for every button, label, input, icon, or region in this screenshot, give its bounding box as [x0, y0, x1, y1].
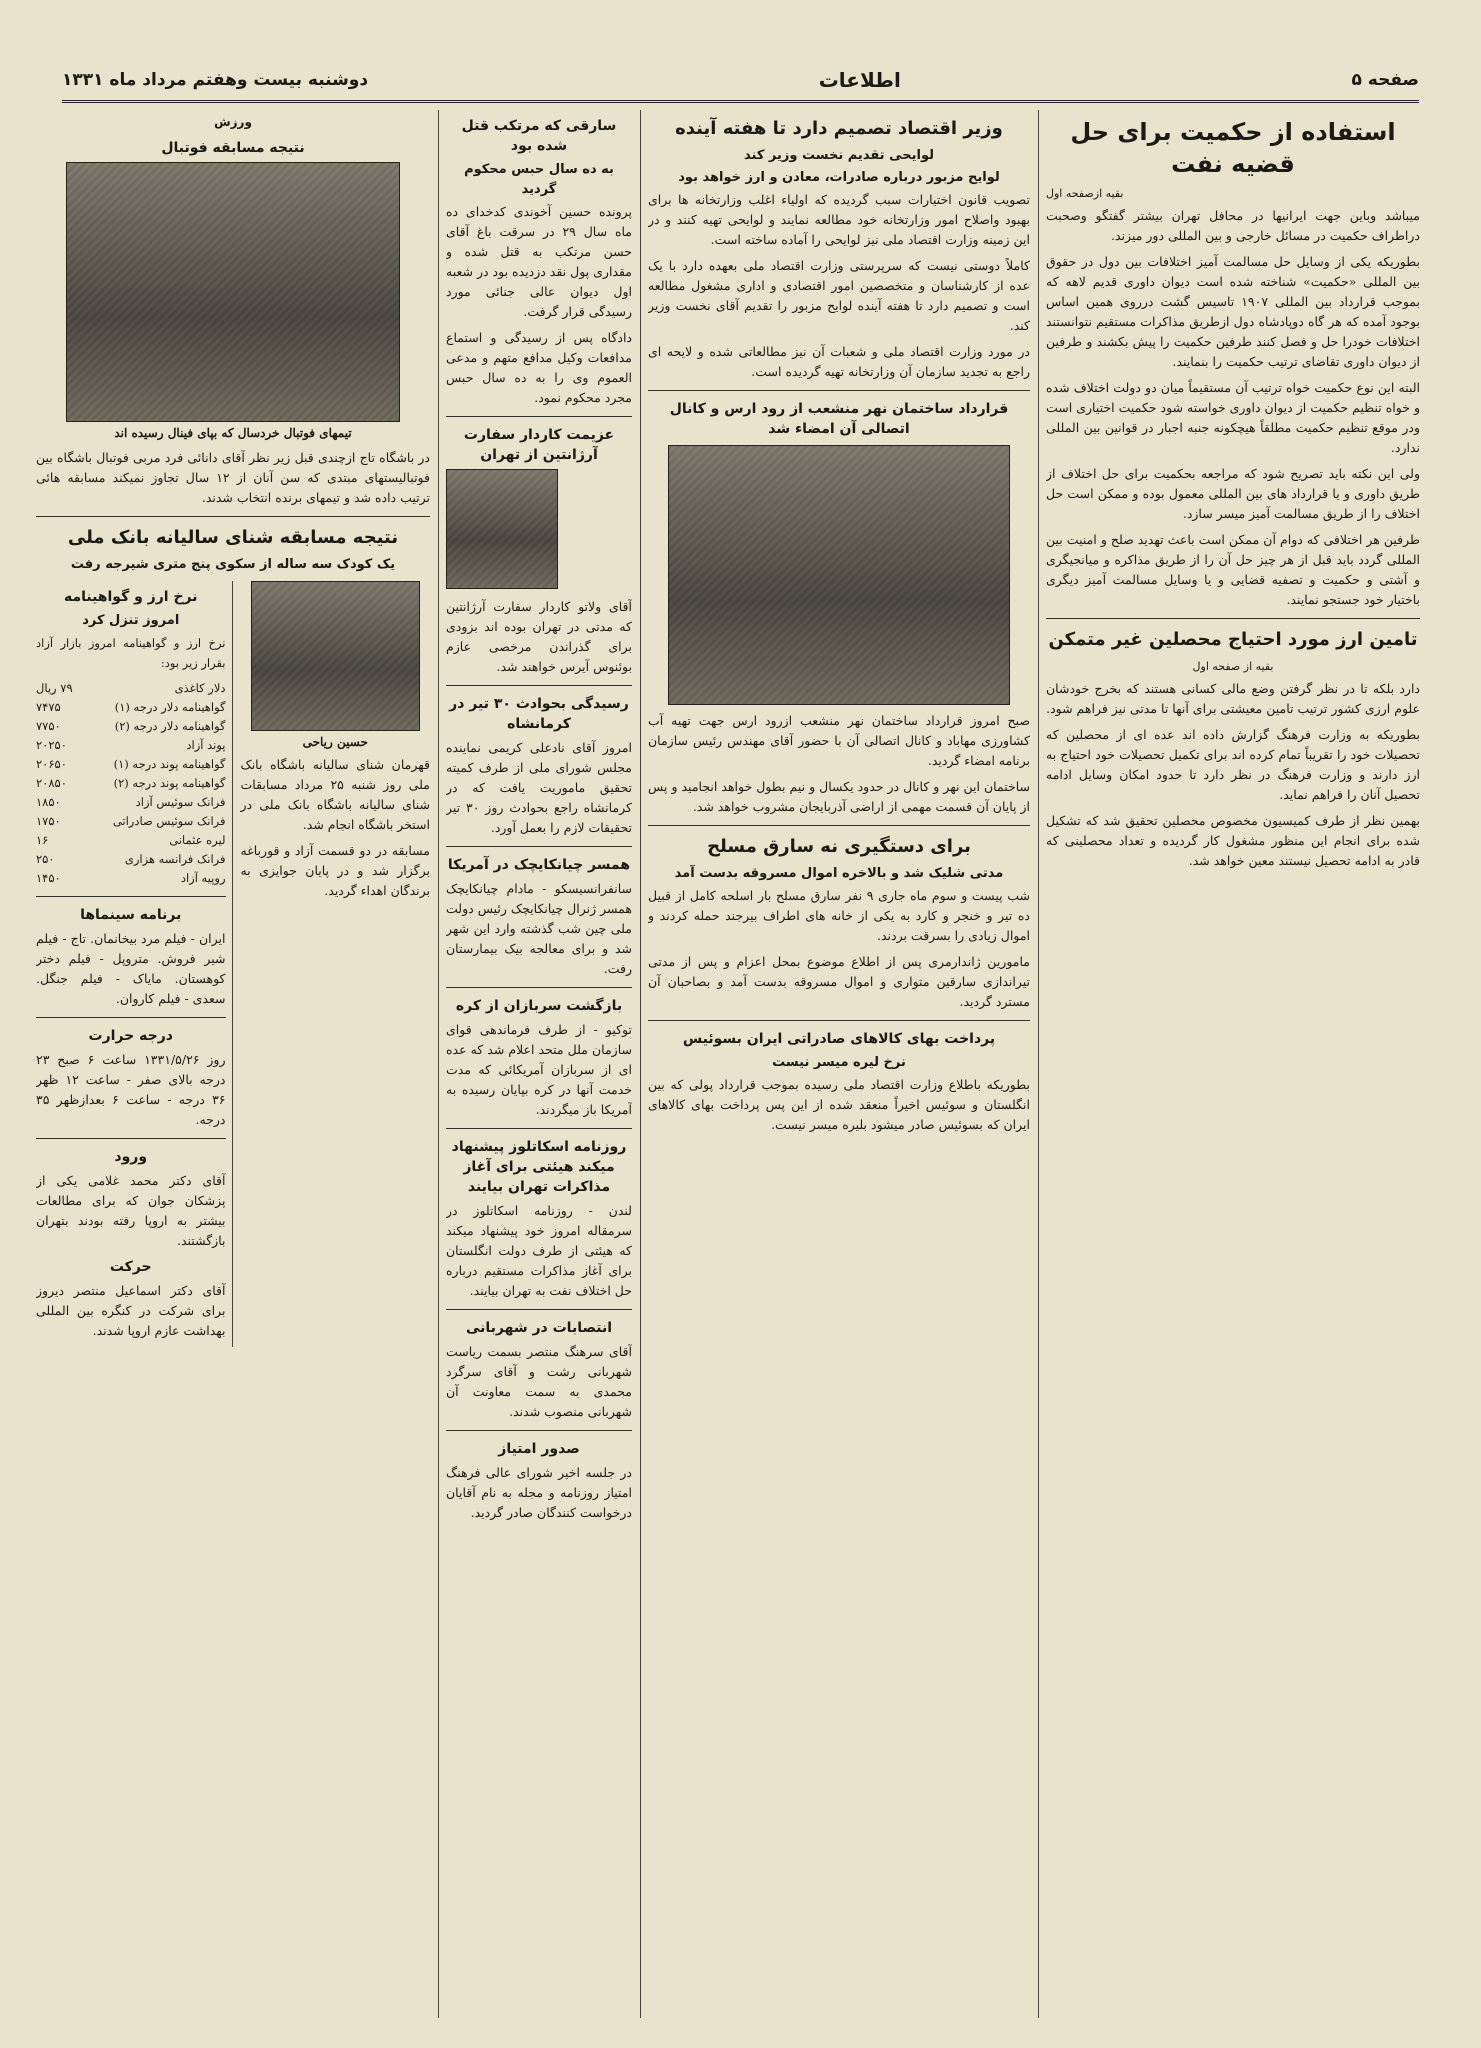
- section-divider: [446, 846, 632, 847]
- rate-row: [36, 736, 226, 755]
- headline-temperature: درجه حرارت: [88, 1028, 173, 1044]
- column-sports: [36, 110, 430, 2018]
- article-paragraph: پرونده حسین آخوندی کدخدای ده ماه سال ۲۹ در سرقت باغ آقای حسن مرتکب به قتل شده و مقداری پول نقد دزدیده بود در شعبه اول دیوان عالی جنائی مورد رسیدگی قرار گرفت.: [446, 204, 632, 319]
- exchange-rate-list: [36, 679, 226, 888]
- article-paragraph: البته این نوع حکمیت خواه ترتیب آن مستقیماً میان دو دولت اختلاف شده و خواه تنظیم حکمیت از دیوان داوری خواسته شود حکمیت اختیاری است ودر موقع تنظیم حکمیت مطلقاً هیچکونه جنبه اجبار در قوانین بین المللی ندارد.: [1046, 380, 1420, 455]
- article-paragraph: سانفرانسیسکو - مادام چیانکایچک همسر ژنرال چیانکایچک رئیس دولت ملی چین شب گذشته وارد این شهر شد و برای معالجه بیک بیمارستان رفت.: [446, 881, 632, 976]
- rate-name: پوند آزاد: [186, 738, 226, 752]
- subheadline: لوایح مزبور درباره صادرات، معادن و ارز خواهد بود: [678, 170, 1000, 185]
- article-paragraph: بطوریکه یکی از وسایل حل مسالمت آمیز اختلافات بین دول در حقوق بین المللی «حکمیت» شناخته شده است دیوان داوری قدیم لاهه که بموجب قرارداد بین المللی ۱۹۰۷ تاسیس گشت درروی همین اساس بوجود آمده که هر گاه دوپادشاه دول ازطریق مذاکرات مستقیم نتوانستند اختلافات خودرا حل و فصل کنند طرفین حکمیت را پیش بکشند و طرفین از دیوان داوری تقاضای ترتیب حکمیت را بنمایند.: [1046, 254, 1420, 369]
- rate-value: ۲۰۶۵۰: [36, 757, 67, 771]
- headline-korea-troops: بازگشت سربازان از کره: [455, 998, 623, 1014]
- headline-armed-robbers: برای دستگیری نه سارق مسلح: [707, 836, 971, 857]
- canal-construction-photo: [668, 445, 1010, 705]
- portrait-frame: [446, 469, 632, 589]
- subheadline: مدتی شلیک شد و بالاخره اموال مسروقه بدست آمد: [674, 866, 1004, 881]
- subheadline: نرخ لیره میسر نیست: [772, 1055, 906, 1070]
- article-paragraph: مامورین ژاندارمری پس از اطلاع موضوع بمحل اعزام و پس از مدتی تیراندازی سارقین متواری و اموال مسروقه بدست آمد و بصاحبان آن مسترد گردید.: [648, 954, 1030, 1009]
- rate-value: ۱۴۵۰: [36, 871, 61, 885]
- article-paragraph: ساختمان این نهر و کانال در حدود یکسال و نیم بطول خواهد انجامید و پس از پایان آن قسمت مهمی از اراضی آذربایجان مشروب خواهد شد.: [648, 779, 1030, 814]
- headline-currency-students: تامین ارز مورد احتیاج محصلین غیر متمکن: [1048, 629, 1418, 650]
- article-paragraph: طرفین هر اختلافی که دوام آن ممکن است باعث تهدید صلح و امنیت بین المللی گردد باید قبل از هر چیز حل آن را از طریق مذاکره و میانجیگری و آشتی و حکمیت و تصفیه قضایی و یا وسایل مسالمت آمیز دیگری باختیار خود جستجو نمایند.: [1046, 532, 1420, 607]
- subheadline: امروز تنزل کرد: [82, 613, 180, 628]
- headline-argentine-charge: عزیمت کاردار سفارت آرژانتین از تهران: [463, 427, 615, 463]
- headline-aras-canal: قرارداد ساختمان نهر منشعب از رود ارس و کانال اتصالی آن امضاء شد: [669, 401, 1009, 437]
- continued-note: بقیه ازصفحه اول: [1046, 187, 1124, 200]
- article-paragraph: امروز آقای نادعلی کریمی نماینده مجلس شورای ملی از طرف کمیته تحقیق ماموریت یافت که در کرمانشاه راجع بحوادث روز ۳۰ تیر تحقیقات لازم را بعمل آورد.: [446, 740, 632, 835]
- portrait-caption: حسین ریاحی: [302, 735, 368, 749]
- rate-row: [36, 774, 226, 793]
- section-divider: [36, 516, 430, 517]
- swimming-story: [241, 581, 431, 1347]
- rate-value: ۲۰۸۵۰: [36, 776, 67, 790]
- headline-departures: حرکت: [109, 1259, 152, 1275]
- section-divider: [36, 1017, 226, 1018]
- masthead-rule: [62, 100, 1419, 103]
- article-paragraph: مسابقه در دو قسمت آزاد و قورباغه برگزار شد و در پایان جوایزی به برندگان اهداء گردید.: [240, 843, 430, 898]
- column-oil-arbitration: [1046, 110, 1420, 2018]
- rate-row: [36, 755, 226, 774]
- rates-and-briefs: [36, 581, 233, 1347]
- article-paragraph: در باشگاه تاج ازچندی قبل زیر نظر آقای دانائی فرد مربی فوتبال باشگاه بین فوتبالیستهای مبتدی که سن آنان از ۱۲ سال تجاوز نمیکند مسابقه هائی ترتیب داده شد و تیمهای برنده انتخاب شدند.: [36, 450, 430, 505]
- split-section: [36, 581, 430, 1347]
- football-team-photo: [66, 162, 400, 440]
- headline-thief-sentenced: سارقی که مرتکب قتل شده بود: [461, 118, 617, 154]
- column-economy: [648, 110, 1030, 2018]
- rate-value: ۲۰۲۵۰: [36, 738, 67, 752]
- headline-exchange-rates: نرخ ارز و گواهینامه: [63, 589, 198, 605]
- subheadline: لوایحی تقدیم نخست وزیر کند: [744, 148, 934, 163]
- column-rule: [640, 110, 641, 2018]
- article-paragraph: آقای دکتر محمد غلامی یکی از پزشکان جوان که برای مطالعات بیشتر به اروپا رفته بودند بتهران بازگشتند.: [36, 1173, 226, 1248]
- article-paragraph: ولی این نکته باید تصریح شود که مراجعه بحکمیت برای حل اختلاف از طریق داوری و یا قرارداد های بین المللی معمول بوده و ممکن است حل اختلاف را از طریق مسالمت آمیز میسر سازد.: [1046, 466, 1420, 521]
- continued-note: بقیه از صفحه اول: [1192, 660, 1274, 673]
- headline-economy-minister: وزیر اقتصاد تصمیم دارد تا هفته آینده: [675, 118, 1003, 139]
- rate-name: گواهینامه دلار درجه (۲): [114, 719, 226, 733]
- article-paragraph: بهمین نظر از طرف کمیسیون مخصوص محصلین تحقیق شد که تشکیل شده برای انجام این منظور مشغول کار گردیده و تعداد محصلینی که قادر به ادامه تحصیل نیستند معین خواهد شد.: [1046, 813, 1420, 868]
- section-divider: [648, 825, 1030, 826]
- headline-chiang-wife: همسر چیانکایچک در آمریکا: [447, 857, 631, 873]
- rate-row: [36, 869, 226, 888]
- article-paragraph: بطوریکه به وزارت فرهنگ گزارش داده اند عده ای از محصلین که تحصیلات خود را تقریباً تمام کرده اند برای تکمیل تحصیلات خود احتیاج به ارز دارند و وزارت فرهنگ در نظر دارد تا حدود امکان وسایل ادامه تحصیل آنان را فراهم نماید.: [1046, 727, 1420, 802]
- photo-caption: تیمهای فوتبال خردسال که بپای فینال رسیده اند: [114, 426, 352, 440]
- section-divider: [36, 1138, 226, 1139]
- headline-cinema: برنامه سینماها: [80, 907, 182, 923]
- photo-canal-frame: [658, 445, 1020, 705]
- article-paragraph: دادگاه پس از رسیدگی و استماع مدافعات وکیل مدافع متهم و مدعی العموم وی را به ده سال حبس مجرد محکوم نمود.: [446, 330, 632, 405]
- rate-value: ۱۷۵۰: [36, 814, 61, 828]
- article-paragraph: آقای دکتر اسماعیل منتصر دیروز برای شرکت در کنگره بین المللی بهداشت عازم اروپا شدند.: [36, 1283, 226, 1338]
- rate-row: [36, 717, 226, 736]
- section-label-sports: ورزش: [214, 115, 252, 129]
- headline-kermanshah: رسیدگی بحوادث ۳۰ تیر در کرمانشاه: [449, 696, 629, 732]
- article-paragraph: صبح امروز قرارداد ساختمان نهر منشعب ازرود ارس جهت تهیه آب کشاورزی مهاباد و کانال اتصالی آن با حضور آقای مهندس رئیس سازمان برنامه امضاء گردید.: [648, 713, 1030, 768]
- charge-daffaires-portrait: [446, 469, 558, 589]
- rate-name: فرانک فرانسه هزاری: [124, 852, 226, 866]
- football-photo-frame: [36, 162, 430, 440]
- headline-swiss-payments: پرداخت بهای کالاهای صادراتی ایران بسوئیس: [682, 1031, 996, 1047]
- section-divider: [36, 896, 226, 897]
- headline-scotsman: روزنامه اسکاتلوز پیشنهاد میکند هیئتی برای آغاز مذاکرات تهران بیایند: [451, 1139, 627, 1195]
- rate-value: ۷۹ ریال: [36, 681, 73, 695]
- rate-name: دلار کاغذی: [174, 681, 226, 695]
- headline-license: صدور امتیاز: [498, 1441, 580, 1457]
- section-divider: [446, 685, 632, 686]
- section-divider: [1046, 618, 1420, 619]
- masthead: [62, 60, 1419, 100]
- section-divider: [446, 416, 632, 417]
- subheadline: یک کودک سه ساله از سکوی پنج متری شیرجه رفت: [70, 557, 396, 572]
- article-paragraph: تصویب قانون اختیارات سبب گردیده که اولیاء اغلب وزارتخانه ها برای بهبود واصلاح امور وزارتخانه خود مطالعه نمایند و لوایحی تهیه کنند و در این زمینه وزارت اقتصاد ملی نیز لوایحی را آماده ساخته است.: [648, 192, 1030, 247]
- article-paragraph: در جلسه اخیر شورای عالی فرهنگ امتیاز روزنامه و مجله به نام آقایان درخواست کنندگان صادر گردید.: [446, 1465, 632, 1520]
- section-divider: [446, 987, 632, 988]
- page-number: صفحه ۵: [1351, 70, 1419, 90]
- rate-name: گواهینامه دلار درجه (۱): [114, 700, 226, 714]
- rate-name: روپیه آزاد: [180, 871, 226, 885]
- rate-name: فرانک سوئیس صادراتی: [112, 814, 226, 828]
- article-paragraph: شب پیست و سوم ماه جاری ۹ نفر سارق مسلح بار اسلحه کامل از قبیل ده تیر و خنجر و کارد به یکی از خانه های اطراف بیرجند حمله کردند و اموال زیادی را بسرقت بردند.: [648, 888, 1030, 943]
- column-rule: [438, 110, 439, 2018]
- rate-row: [36, 812, 226, 831]
- rate-row: [36, 850, 226, 869]
- headline-football: نتیجه مسابقه فوتبال: [161, 140, 305, 156]
- headline-swimming: نتیجه مسابقه شنای سالیانه بانک ملی: [67, 527, 399, 548]
- rate-name: گواهینامه پوند درجه (۱): [113, 757, 226, 771]
- column-news-briefs: [446, 110, 632, 2018]
- article-paragraph: کاملاً دوستی نیست که سرپرستی وزارت اقتصاد ملی بعهده دارد با یک عده از کارشناسان و متخصصین امور اقتصادی و اداری مشغول مطالعه است و تصمیم دارد تا هفته آینده لوایح مزبور را تقدیم آقای نخست وزیر کند.: [648, 258, 1030, 333]
- rates-note: نرخ ارز و گواهینامه امروز بازار آزاد بقرار زیر بود:: [36, 636, 226, 670]
- newspaper-name: اطلاعات: [818, 68, 901, 92]
- subheadline: به ده سال حبس محکوم گردید: [464, 162, 614, 197]
- section-divider: [446, 1430, 632, 1431]
- section-divider: [648, 390, 1030, 391]
- rate-name: گواهینامه پوند درجه (۲): [113, 776, 226, 790]
- section-divider: [648, 1020, 1030, 1021]
- rate-value: ۱۸۵۰: [36, 795, 61, 809]
- swimmer-portrait: [251, 581, 421, 749]
- rate-row: [36, 679, 226, 698]
- rate-value: ۷۷۵۰: [36, 719, 61, 733]
- article-paragraph: توکیو - از طرف فرماندهی قوای سازمان ملل متحد اعلام شد که عده ای از سربازان آمریکائی که مدت خدمت آنها در کره بپایان رسیده به آمریکا باز میگردند.: [446, 1022, 632, 1117]
- issue-date: دوشنبه بیست وهفتم مرداد ماه ۱۳۳۱: [62, 70, 369, 90]
- article-paragraph: میباشد وباین جهت ایرانیها در محافل تهران بیشتر گفتگو وصحبت دراطراف حکمیت در مسائل خارجی و بین المللی دور میزند.: [1046, 208, 1420, 243]
- article-paragraph: در مورد وزارت اقتصاد ملی و شعبات آن نیز مطالعاتی شده و لایحه ای راجع به تجدید سازمان آن وزارتخانه تهیه گردیده است.: [648, 344, 1030, 379]
- column-rule: [1038, 110, 1039, 2018]
- rate-name: فرانک سوئیس آزاد: [135, 795, 226, 809]
- article-paragraph: ایران - فیلم مرد بیخانمان. تاج - فیلم شیر فروش. متروپل - فیلم دختر کوهستان. مایاک - فیلم جنگل. سعدی - فیلم کاروان.: [36, 931, 226, 1006]
- article-paragraph: دارد بلکه تا در نظر گرفتن وضع مالی کسانی هستند که بخرج خودشان علوم ارزی کشور ترتیب تامین معیشتی برای آنها تا مدتی نیز فراهم شود.: [1046, 681, 1420, 716]
- rate-row: [36, 793, 226, 812]
- article-paragraph: آقای ولاتو کاردار سفارت آرژانتین که مدتی در تهران بوده اند بزودی برای گذراندن مرخصی عازم بوئنوس آیرس خواهند شد.: [446, 599, 632, 674]
- article-paragraph: روز ۱۳۳۱/۵/۲۶ ساعت ۶ صبح ۲۳ درجه بالای صفر - ساعت ۱۲ ظهر ۳۶ درجه - ساعت ۶ بعدازظهر ۳۵ درجه.: [36, 1052, 226, 1127]
- section-divider: [446, 1309, 632, 1310]
- headline-arrivals: ورود: [114, 1149, 148, 1165]
- rate-row: [36, 698, 226, 717]
- article-paragraph: لندن - روزنامه اسکاتلوز در سرمقاله امروز خود پیشنهاد میکند که هیئتی از طرف دولت انگلستان برای آغاز مذاکرات مستقیم درباره حل اختلاف نفت به تهران بیایند.: [446, 1203, 632, 1298]
- article-paragraph: آقای سرهنگ منتصر بسمت ریاست شهربانی رشت و آقای سرگرد محمدی به سمت معاونت آن شهربانی منصوب شدند.: [446, 1344, 632, 1419]
- headline-oil-arbitration: استفاده از حکمیت برای حل قضیه نفت: [1070, 118, 1396, 178]
- article-paragraph: قهرمان شنای سالیانه باشگاه بانک ملی روز شنبه ۲۵ مرداد مسابقات شنای سالیانه باشگاه بانک ملی در استخر باشگاه انجام شد.: [240, 757, 430, 832]
- rate-row: [36, 831, 226, 850]
- swimmer-portrait-frame: [241, 581, 431, 749]
- rate-value: ۷۴۷۵: [36, 700, 61, 714]
- headline-police-appointments: انتصابات در شهربانی: [465, 1320, 613, 1336]
- rate-value: ۲۵۰: [36, 852, 55, 866]
- rate-name: لیره عثمانی: [169, 833, 226, 847]
- section-divider: [446, 1128, 632, 1129]
- article-paragraph: بطوریکه باطلاع وزارت اقتصاد ملی رسیده بموجب قرارداد پولی که بین انگلستان و سوئیس اخیراً منعقد شده از این پس پرداخت بهای کالاهای ایران که بسوئیس صادر میشود بلیره میسر نیست.: [648, 1077, 1030, 1132]
- rate-value: ۱۶: [36, 833, 49, 847]
